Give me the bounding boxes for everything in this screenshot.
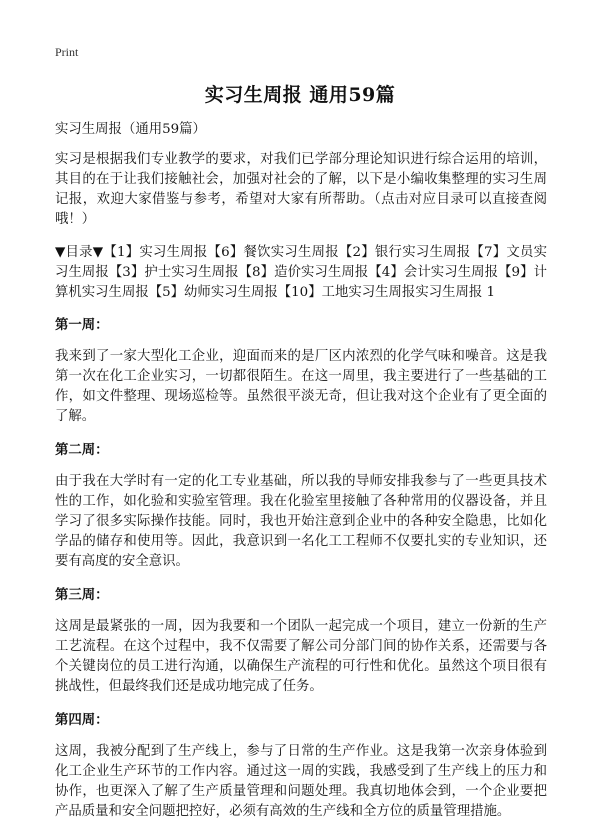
section-body-week-1: 我来到了一家大型化工企业，迎面而来的是厂区内浓烈的化学气味和噪音。这是我第一次在化工企业实习，一切都很陌生。在这一周里，我主要进行了一些基础的工作，如文件整理、现场巡检等。虽然很平淡无奇，但让我对这个企业有了更全面的了解。 <box>55 349 547 424</box>
section-heading-week-3: 第三周： <box>55 587 109 603</box>
table-of-contents[interactable]: ▼目录▼【1】实习生周报【6】餐饮实习生周报【2】银行实习生周报【7】文员实习生周报【3】护士实习生周报【8】造价实习生周报【4】会计实习生周报【9】计算机实习生周报【5】幼师实习生周报【10】工地实习生周报实习生周报 1 <box>55 245 547 300</box>
section-heading-week-2: 第二周： <box>55 442 109 458</box>
document-content <box>55 120 547 835</box>
section-heading-week-1: 第一周： <box>55 317 109 333</box>
section-body-week-2: 由于我在大学时有一定的化工专业基础，所以我的导师安排我参与了一些更具技术性的工作，如化验和实验室管理。我在化验室里接触了各种常用的仪器设备，并且学习了很多实际操作技能。同时，我也开始注意到企业中的各种安全隐患，比如化学品的储存和使用等。因此，我意识到一名化工工程师不仅要扎实的专业知识，还要有高度的安全意识。 <box>55 474 547 569</box>
section-body-week-3: 这周是最紧张的一周，因为我要和一个团队一起完成一个项目，建立一份新的生产工艺流程。在这个过程中，我不仅需要了解公司分部门间的协作关系，还需要与各个关键岗位的员工进行沟通，以确保生产流程的可行性和优化。虽然这个项目很有挑战性，但最终我们还是成功地完成了任务。 <box>55 619 547 694</box>
document-title: 实习生周报 通用59篇 <box>204 84 396 106</box>
print-link[interactable]: Print <box>55 45 79 59</box>
section-heading-week-4: 第四周： <box>55 712 109 728</box>
section-body-week-4: 这周，我被分配到了生产线上，参与了日常的生产作业。这是我第一次亲身体验到化工企业生产环节的工作内容。通过这一周的实践，我感受到了生产线上的压力和协作，也更深入了解了生产质量管理和问题处理。我真切地体会到，一个企业要把产品质量和安全问题把控好，必须有高效的生产线和全方位的质量管理措施。 <box>55 744 547 819</box>
document-subtitle: 实习生周报（通用59篇） <box>55 122 206 137</box>
intro-paragraph: 实习是根据我们专业教学的要求，对我们已学部分理论知识进行综合运用的培训，其目的在于让我们接触社会，加强对社会的了解，以下是小编收集整理的实习生周记报，欢迎大家借鉴与参考，希望对大家有所帮助。（点击对应目录可以直接查阅哦！） <box>55 152 547 227</box>
